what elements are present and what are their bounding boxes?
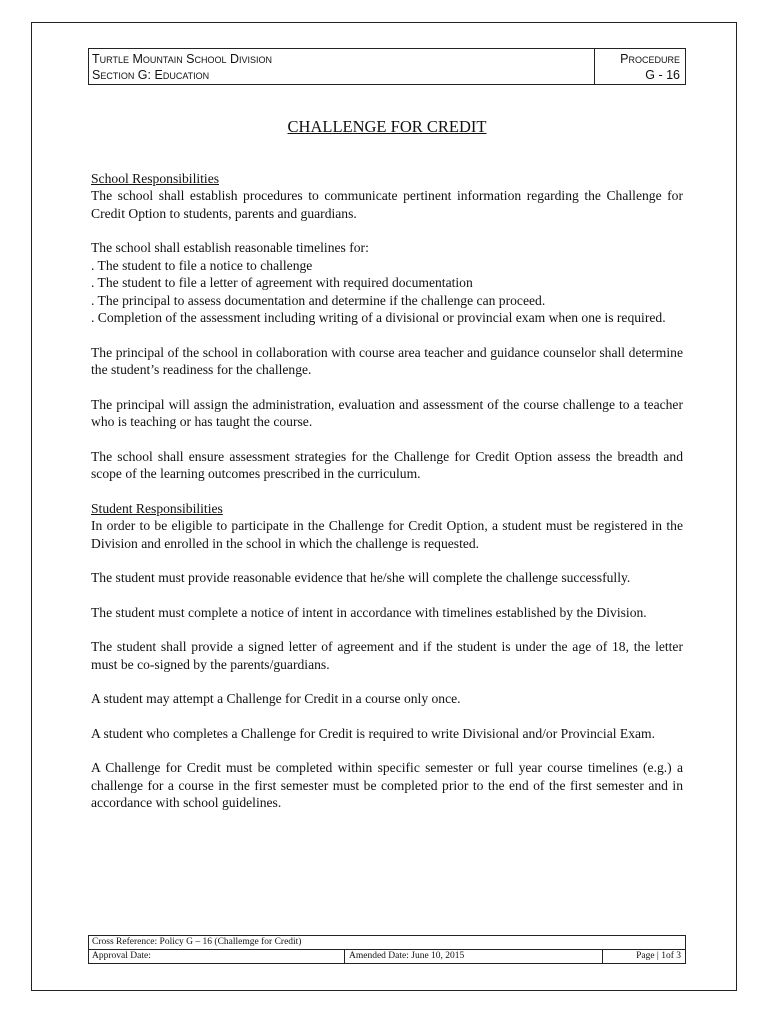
- student-responsibilities-heading: Student Responsibilities: [91, 500, 223, 516]
- student-p1-text: In order to be eligible to participate in the Challenge for Credit Option, a student must be registered in the Division and enrolled in the school in which the challenge is requested.: [91, 518, 683, 551]
- approval-date: Approval Date:: [89, 950, 345, 963]
- school-paragraph-1: [91, 170, 683, 223]
- footer-row: [89, 950, 685, 963]
- student-paragraph-3: The student must complete a notice of intent in accordance with timelines established by the Division.: [91, 604, 647, 620]
- student-paragraph-2: The student must provide reasonable evidence that he/she will complete the challenge successfully.: [91, 570, 631, 585]
- list-item: . The student to file a letter of agreement with required documentation: [91, 275, 473, 290]
- document-footer: [88, 935, 686, 964]
- school-responsibilities-heading: School Responsibilities: [91, 170, 220, 186]
- list-item: . Completion of the assessment including writing of a divisional or provincial exam when one is required.: [91, 310, 666, 325]
- page-number: Page | 1of 3: [636, 951, 681, 961]
- student-paragraph-6: A student who completes a Challenge for Credit is required to write Divisional and/or Provincial Exam.: [91, 725, 656, 741]
- student-paragraph-4: The student shall provide a signed letter of agreement and if the student is under the age of 18, the letter must be co-signed by the parents/guardians.: [91, 639, 683, 672]
- section-name: Section G: Education: [92, 68, 210, 82]
- document-type: Procedure: [620, 52, 680, 66]
- school-paragraph-3: The principal will assign the administration, evaluation and assessment of the course challenge to a teacher who is teaching or has taught the course.: [91, 396, 683, 429]
- school-p1-text: The school shall establish procedures to communicate pertinent information regarding the Challenge for Credit Option to students, parents and guardians.: [91, 188, 683, 221]
- document-body: [91, 118, 683, 829]
- document-header: [88, 48, 686, 85]
- timelines-intro: The school shall establish reasonable timelines for:: [91, 240, 369, 255]
- header-right: [594, 49, 685, 84]
- student-paragraph-7: A Challenge for Credit must be completed within specific semester or full year course timelines (e.g.) a challenge for a course in the first semester must be completed prior to the end of the first semester and in accordance with school guidelines.: [91, 760, 683, 810]
- amended-date: Amended Date: June 10, 2015: [345, 950, 603, 963]
- list-item: . The student to file a notice to challenge: [91, 257, 313, 273]
- page-title: CHALLENGE FOR CREDIT: [287, 117, 487, 136]
- document-page: [31, 22, 737, 991]
- student-paragraph-5: A student may attempt a Challenge for Credit in a course only once.: [91, 691, 461, 706]
- student-paragraph-1: [91, 500, 683, 553]
- cross-reference: Cross Reference: Policy G – 16 (Challemge for Credit): [89, 936, 685, 950]
- document-number: G - 16: [645, 68, 680, 82]
- school-paragraph-4: The school shall ensure assessment strategies for the Challenge for Credit Option assess the breadth and scope of the learning outcomes prescribed in the curriculum.: [91, 448, 683, 481]
- list-item: . The principal to assess documentation and determine if the challenge can proceed.: [91, 292, 546, 308]
- school-paragraph-2: The principal of the school in collaboration with course area teacher and guidance counselor shall determine the student’s readiness for the challenge.: [91, 344, 683, 377]
- header-left: [92, 51, 272, 83]
- organization-name: Turtle Mountain School Division: [92, 52, 273, 66]
- timelines-list: [91, 239, 683, 327]
